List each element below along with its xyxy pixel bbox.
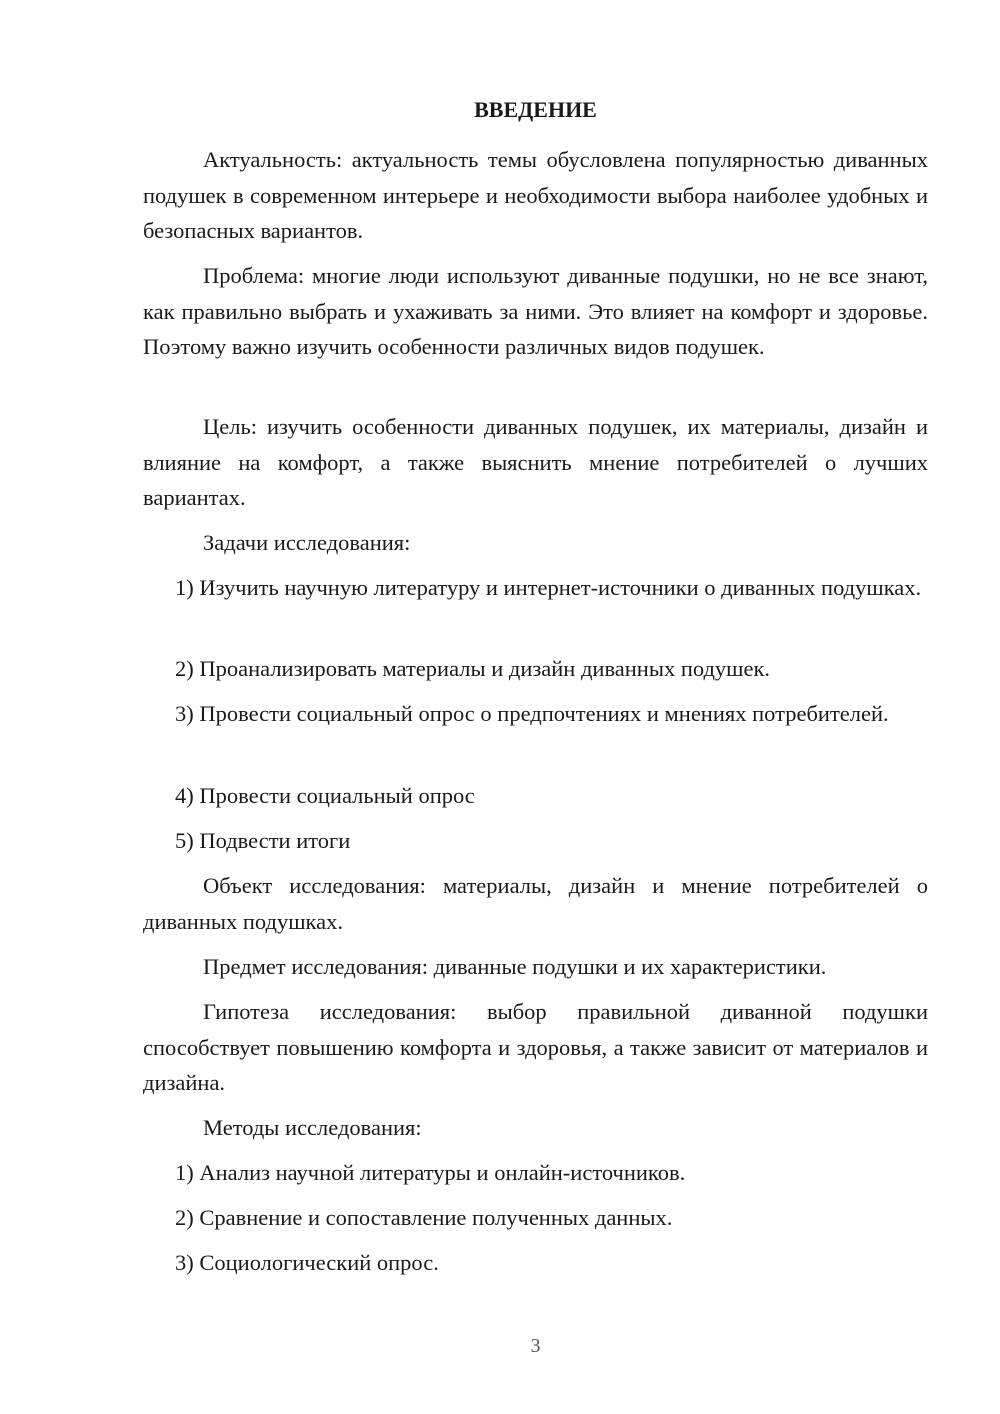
method-item: 1) Анализ научной литературы и онлайн-источников. bbox=[175, 1160, 686, 1185]
task-item: 3) Провести социальный опрос о предпочтениях и мнениях потребителей. bbox=[175, 701, 889, 726]
task-item: 2) Проанализировать материалы и дизайн диванных подушек. bbox=[175, 656, 771, 681]
paragraph-goal: Цель: изучить особенности диванных подушек, их материалы, дизайн и влияние на комфорт, а также выяснить мнение потребителей о лучших вариантах. bbox=[143, 414, 928, 510]
paragraph-actuality: Актуальность: актуальность темы обусловлена популярностью диванных подушек в современном интерьере и необходимости выбора наиболее удобных и безопасных вариантов. bbox=[143, 147, 928, 243]
document-page bbox=[143, 0, 928, 1414]
method-item: 2) Сравнение и сопоставление полученных данных. bbox=[175, 1205, 673, 1230]
task-item: 4) Провести социальный опрос bbox=[175, 783, 475, 808]
paragraph-hypothesis: Гипотеза исследования: выбор правильной диванной подушки способствует повышению комфорта и здоровья, а также зависит от материалов и дизайна. bbox=[143, 999, 928, 1095]
paragraph-problem: Проблема: многие люди используют диванные подушки, но не все знают, как правильно выбрать и ухаживать за ними. Это влияет на комфорт и здоровье. Поэтому важно изучить особенности различных видов подушек. bbox=[143, 263, 928, 359]
task-item: 1) Изучить научную литературу и интернет-источники о диванных подушках. bbox=[175, 575, 922, 600]
methods-heading: Методы исследования: bbox=[203, 1115, 422, 1140]
tasks-heading: Задачи исследования: bbox=[203, 530, 411, 555]
paragraph-object: Объект исследования: материалы, дизайн и мнение потребителей о диванных подушках. bbox=[143, 873, 928, 934]
method-item: 3) Социологический опрос. bbox=[175, 1250, 439, 1275]
task-item: 5) Подвести итоги bbox=[175, 828, 351, 853]
page-number: 3 bbox=[530, 1335, 541, 1357]
section-title: ВВЕДЕНИЕ bbox=[474, 97, 597, 122]
paragraph-subject: Предмет исследования: диванные подушки и их характеристики. bbox=[203, 954, 827, 979]
